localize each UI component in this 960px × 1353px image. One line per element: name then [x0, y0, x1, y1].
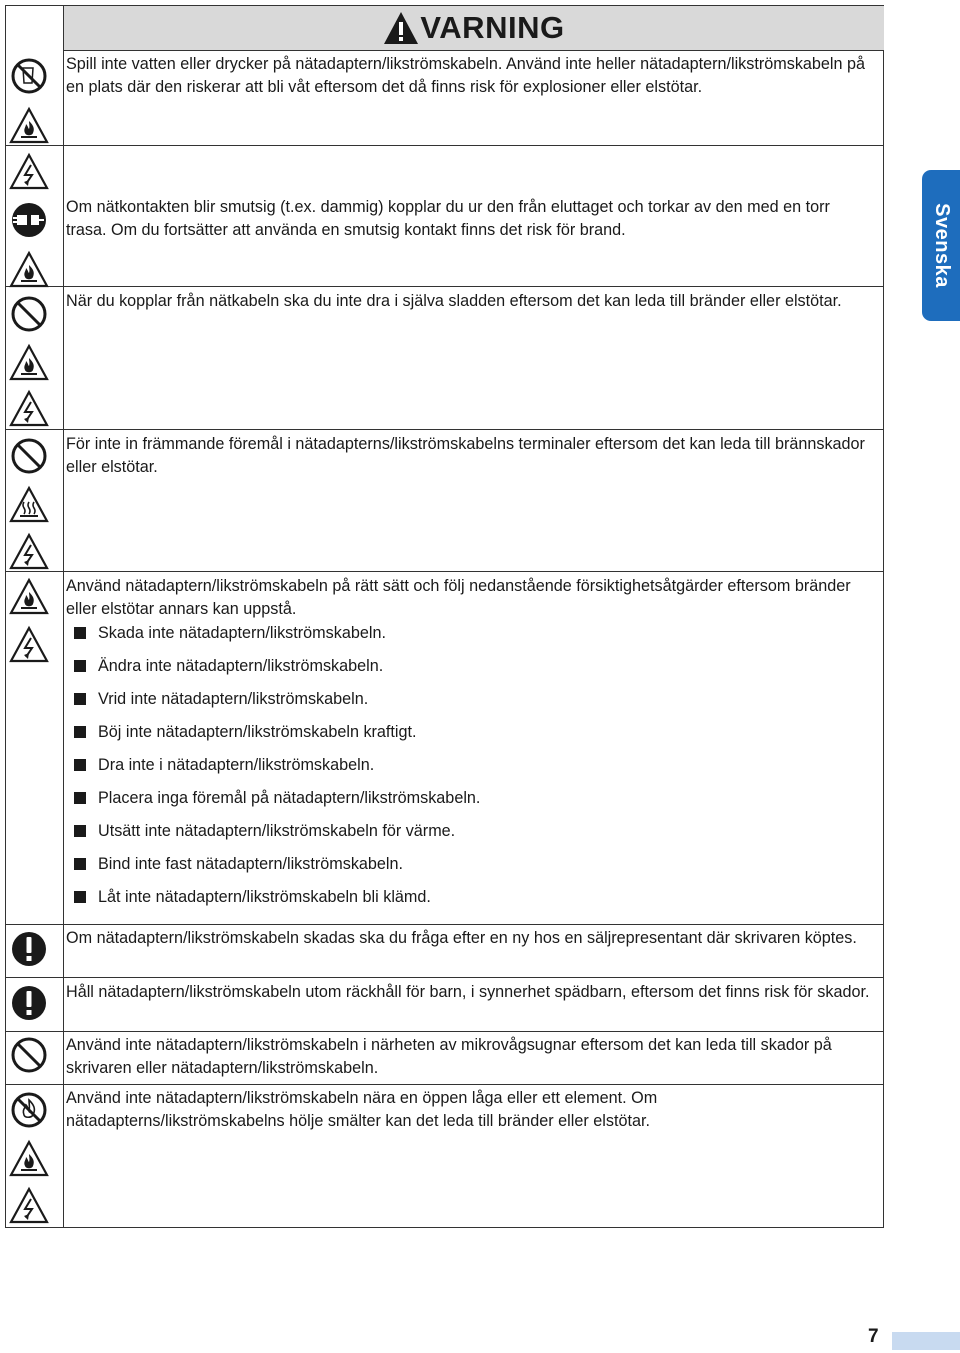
electric-shock-icon: [8, 152, 50, 192]
warning-text-open-flame: Använd inte nätadaptern/likströmskabeln nära en öppen låga eller ett element. Om nätadapterns/likströmskabelns hölje smälter kan det leda till bränder eller elstötar.: [66, 1089, 658, 1130]
unplug-icon: [8, 200, 50, 240]
warning-text-damaged-adapter: Om nätadaptern/likströmskabeln skadas ska du fråga efter en ny hos en säljrepresentant där skrivaren köptes.: [66, 929, 857, 947]
language-tab: [922, 170, 960, 321]
mandatory-icon: [8, 983, 50, 1023]
mandatory-icon: [8, 929, 50, 969]
electric-shock-icon: [8, 389, 50, 429]
bullet-square-icon: [74, 726, 86, 738]
bullet-square-icon: [74, 792, 86, 804]
list-item: Ändra inte nätadaptern/likströmskabeln.: [66, 655, 871, 688]
warning-text-water: Spill inte vatten eller drycker på nätadaptern/likströmskabeln. Använd inte heller nätadaptern/likströmskabeln på en plats där den riskerar att bli våt eftersom det då finns risk för explosioner eller elstötar.: [66, 55, 866, 96]
electric-shock-icon: [8, 1186, 50, 1226]
warning-text-unplug: När du kopplar från nätkabeln ska du inte dra i själva sladden eftersom det kan leda till bränder eller elstötar.: [66, 292, 842, 310]
warning-text-microwave: Använd inte nätadaptern/likströmskabeln i närheten av mikrovågsugnar eftersom det kan leda till skador på skrivaren eller nätadaptern/likströmskabeln.: [66, 1036, 832, 1077]
fire-warning-icon: [8, 106, 50, 146]
list-item: Utsätt inte nätadaptern/likströmskabeln för värme.: [66, 820, 871, 853]
prohibition-icon: [8, 294, 50, 334]
row-divider: [6, 1084, 883, 1085]
warning-text-children: Håll nätadaptern/likströmskabeln utom räckhåll för barn, i synnerhet spädbarn, eftersom det finns risk för skador.: [66, 983, 870, 1001]
list-item: Dra inte i nätadaptern/likströmskabeln.: [66, 754, 871, 787]
list-item: Placera inga föremål på nätadaptern/likströmskabeln.: [66, 787, 871, 820]
row-divider: [6, 977, 883, 978]
bullet-square-icon: [74, 891, 86, 903]
bullet-square-icon: [74, 759, 86, 771]
bullet-square-icon: [74, 825, 86, 837]
column-divider: [63, 50, 64, 1227]
fire-warning-icon: [8, 343, 50, 383]
warning-triangle-icon: [383, 11, 419, 45]
precaution-list: [66, 622, 871, 919]
list-item: Bind inte fast nätadaptern/likströmskabeln.: [66, 853, 871, 886]
page-number: 7: [868, 1326, 879, 1347]
language-tab-label: Svenska: [930, 203, 953, 288]
row-divider: [6, 145, 883, 146]
row-divider: [6, 429, 883, 430]
no-water-icon: [8, 56, 50, 96]
bullet-square-icon: [74, 693, 86, 705]
warning-text-dirty-plug: Om nätkontakten blir smutsig (t.ex. dammig) kopplar du ur den från eluttaget och torkar av den med en torr trasa. Om du fortsätter att använda en smutsig kontakt finns det risk för brand.: [66, 198, 830, 239]
list-item: Vrid inte nätadaptern/likströmskabeln.: [66, 688, 871, 721]
fire-warning-icon: [8, 250, 50, 290]
bullet-square-icon: [74, 660, 86, 672]
warning-text-proper-use: Använd nätadaptern/likströmskabeln på rätt sätt och följ nedanstående försiktighetsåtgärder eftersom bränder eller elstötar annars kan uppstå.: [66, 577, 851, 618]
warning-text-foreign-objects: För inte in främmande föremål i nätadapterns/likströmskabelns terminaler eftersom det kan leda till brännskador eller elstötar.: [66, 435, 865, 476]
fire-warning-icon: [8, 1139, 50, 1179]
fire-warning-icon: [8, 577, 50, 617]
electric-shock-icon: [8, 625, 50, 665]
bullet-square-icon: [74, 627, 86, 639]
no-fire-icon: [8, 1090, 50, 1130]
hot-surface-icon: [8, 485, 50, 525]
header-corner: [6, 6, 63, 50]
row-divider: [6, 924, 883, 925]
list-item: Böj inte nätadaptern/likströmskabeln kraftigt.: [66, 721, 871, 754]
list-item: Låt inte nätadaptern/likströmskabeln bli klämd.: [66, 886, 871, 919]
electric-shock-icon: [8, 532, 50, 572]
row-divider: [6, 1031, 883, 1032]
page-number-bar: [892, 1332, 960, 1350]
row-divider: [6, 286, 883, 287]
row-divider: [6, 571, 883, 572]
prohibition-icon: [8, 436, 50, 476]
list-item: Skada inte nätadaptern/likströmskabeln.: [66, 622, 871, 655]
page-title: VARNING: [420, 10, 565, 45]
prohibition-icon: [8, 1035, 50, 1075]
warning-header: [63, 6, 884, 51]
bullet-square-icon: [74, 858, 86, 870]
